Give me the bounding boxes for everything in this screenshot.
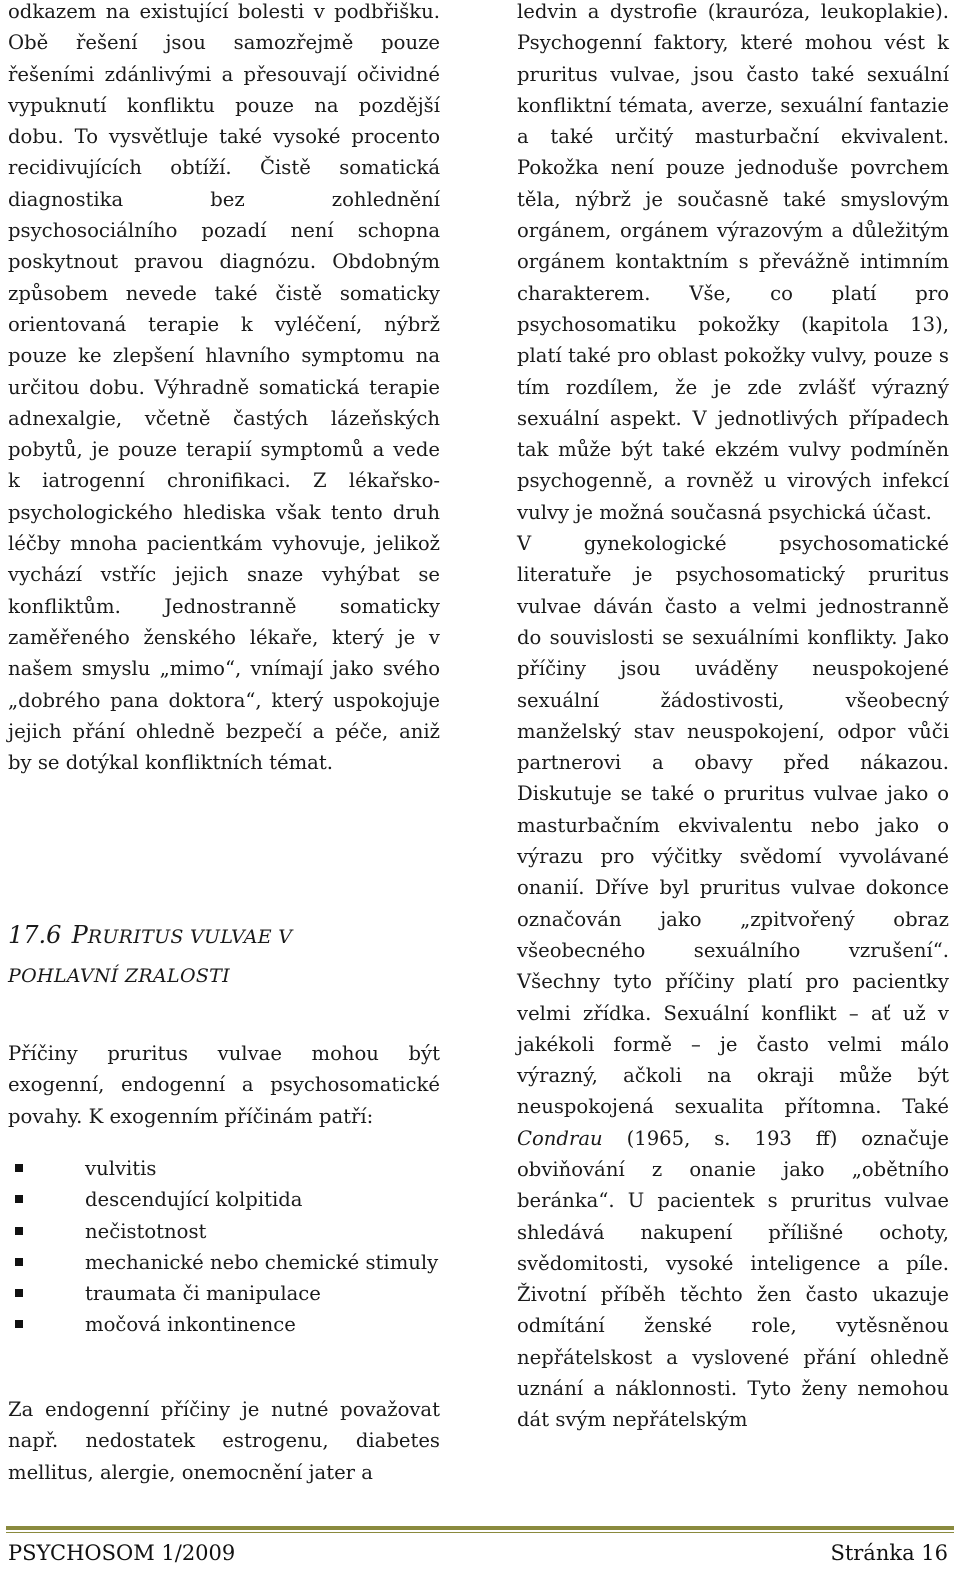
list-item: mechanické nebo chemické stimuly [8,1247,440,1278]
footer-rule-thin [6,1532,954,1533]
right-paragraph-2: V gynekologické psychosomatické literatuře je psychosomatický pruritus vulvae dáván často a velmi jednostranně do souvislosti se sexuálními konflikty. Jako příčiny jsou uváděny neuspokojené sexuální žádostivosti, všeobecný manželský stav neuspokojení, odpor vůči partnerovi a obavy před nákazou. Diskutuje se také o pruritus vulvae jako o masturbačním ekvivalentu nebo jako o výrazu pro výčitky svědomí vyvolávané onanií. Dříve byl pruritus vulvae dokonce označován jako „zpitvořený obraz všeobecného sexuálního vzrušení“. Všechny tyto příčiny platí pro pacientky velmi zřídka. Sexuální konflikt – ať už v jakékoli formě – je často velmi málo výrazný, ačkoli na okraji může být neuspokojená sexualita přítomna. Také Condrau (1965, s. 193 ff) označuje obviňování z onanie jako „obětního beránka“. U pacientek s pruritus vulvae shledává nakupení přílišné ochoty, svědomitosti, vysoké inteligence a píle. Životní příběh těchto žen často ukazuje odmítání ženské role, vytěsněnou nepřátelskost a vyslovené přání ohledně uznání a náklonnosti. Tyto ženy nemohou dát svým nepřátelským [517,532,949,1432]
square-bullet-icon [15,1320,23,1328]
footer-page-number: Stránka 16 [830,1541,948,1565]
list-item: descendující kolpitida [8,1184,440,1215]
square-bullet-icon [15,1195,23,1203]
section-heading [8,916,440,996]
right-paragraph-1: ledvin a dystrofie (krauróza, leukoplakie). Psychogenní faktory, které mohou vést k pruritus vulvae, jsou často také sexuální konfliktní témata, averze, sexuální fantazie a také určitý masturbační ekvivalent. Pokožka není pouze jednoduše povrchem těla, nýbrž je současně také smyslovým orgánem, orgánem výrazovým a důležitým orgánem kontaktním s převážně intimním charakterem. Vše, co platí pro psychosomatiku pokožky (kapitola 13), platí také pro oblast pokožky vulvy, pouze s tím rozdílem, že je zde zvlášť výrazný sexuální aspekt. V jednotlivých případech tak může být také ekzém vulvy podmíněn psychogenně, a rovněž u virových infekcí vulvy je možná současná psychická účast. [517,0,949,524]
list-item: močová inkontinence [8,1309,440,1340]
list-item: vulvitis [8,1153,440,1184]
square-bullet-icon [15,1227,23,1235]
list-item: nečistotnost [8,1216,440,1247]
section-title-line2: POHLAVNÍ ZRALOSTI [8,965,230,987]
square-bullet-icon [15,1289,23,1297]
footer-rule [6,1526,954,1530]
square-bullet-icon [15,1258,23,1266]
section-number: 17.6 [8,921,62,949]
section-outro: Za endogenní příčiny je nutné považovat např. nedostatek estrogenu, diabetes mellitus, alergie, onemocnění jater a [8,1398,440,1484]
section-intro: Příčiny pruritus vulvae mohou být exogenní, endogenní a psychosomatické povahy. K exogenním příčinám patří: [8,1042,440,1128]
section-title-line1: RURITUS VULVAE V [87,926,293,948]
author-name: Condrau [517,1126,603,1150]
square-bullet-icon [15,1164,23,1172]
list-item: traumata či manipulace [8,1278,440,1309]
exogenous-causes-list [8,1153,440,1341]
right-column [517,0,949,1436]
section-title-initial: P [71,921,88,949]
footer-journal: PSYCHOSOM 1/2009 [8,1541,236,1565]
left-paragraph: odkazem na existující bolesti v podbřišku. Obě řešení jsou samozřejmě pouze řešeními zdánlivými a přesouvají očividné vypuknutí konfliktu pouze na pozdější dobu. To vysvětluje také vysoké procento recidivujících obtíží. Čistě somatická diagnostika bez zohlednění psychosociálního pozadí není schopna poskytnout pravou diagnózu. Obdobným způsobem nevede také čistě somaticky orientovaná terapie k vyléčení, nýbrž pouze ke zlepšení hlavního symptomu na určitou dobu. Výhradně somatická terapie adnexalgie, včetně častých lázeňských pobytů, je pouze terapií symptomů a vede k iatrogenní chronifikaci. Z lékařsko-psychologického hlediska však tento druh léčby mnoha pacientkám vyhovuje, jelikož vychází vstříc jejich snaze vyhýbat se konfliktům. Jednostranně somaticky zaměřeného ženského lékaře, který je v našem smyslu „mimo“, vnímají jako svého „dobrého pana doktora“, který uspokojuje jejich přání ohledně bezpečí a péče, aniž by se dotýkal konfliktních témat. [8,0,440,775]
left-column [8,0,440,778]
